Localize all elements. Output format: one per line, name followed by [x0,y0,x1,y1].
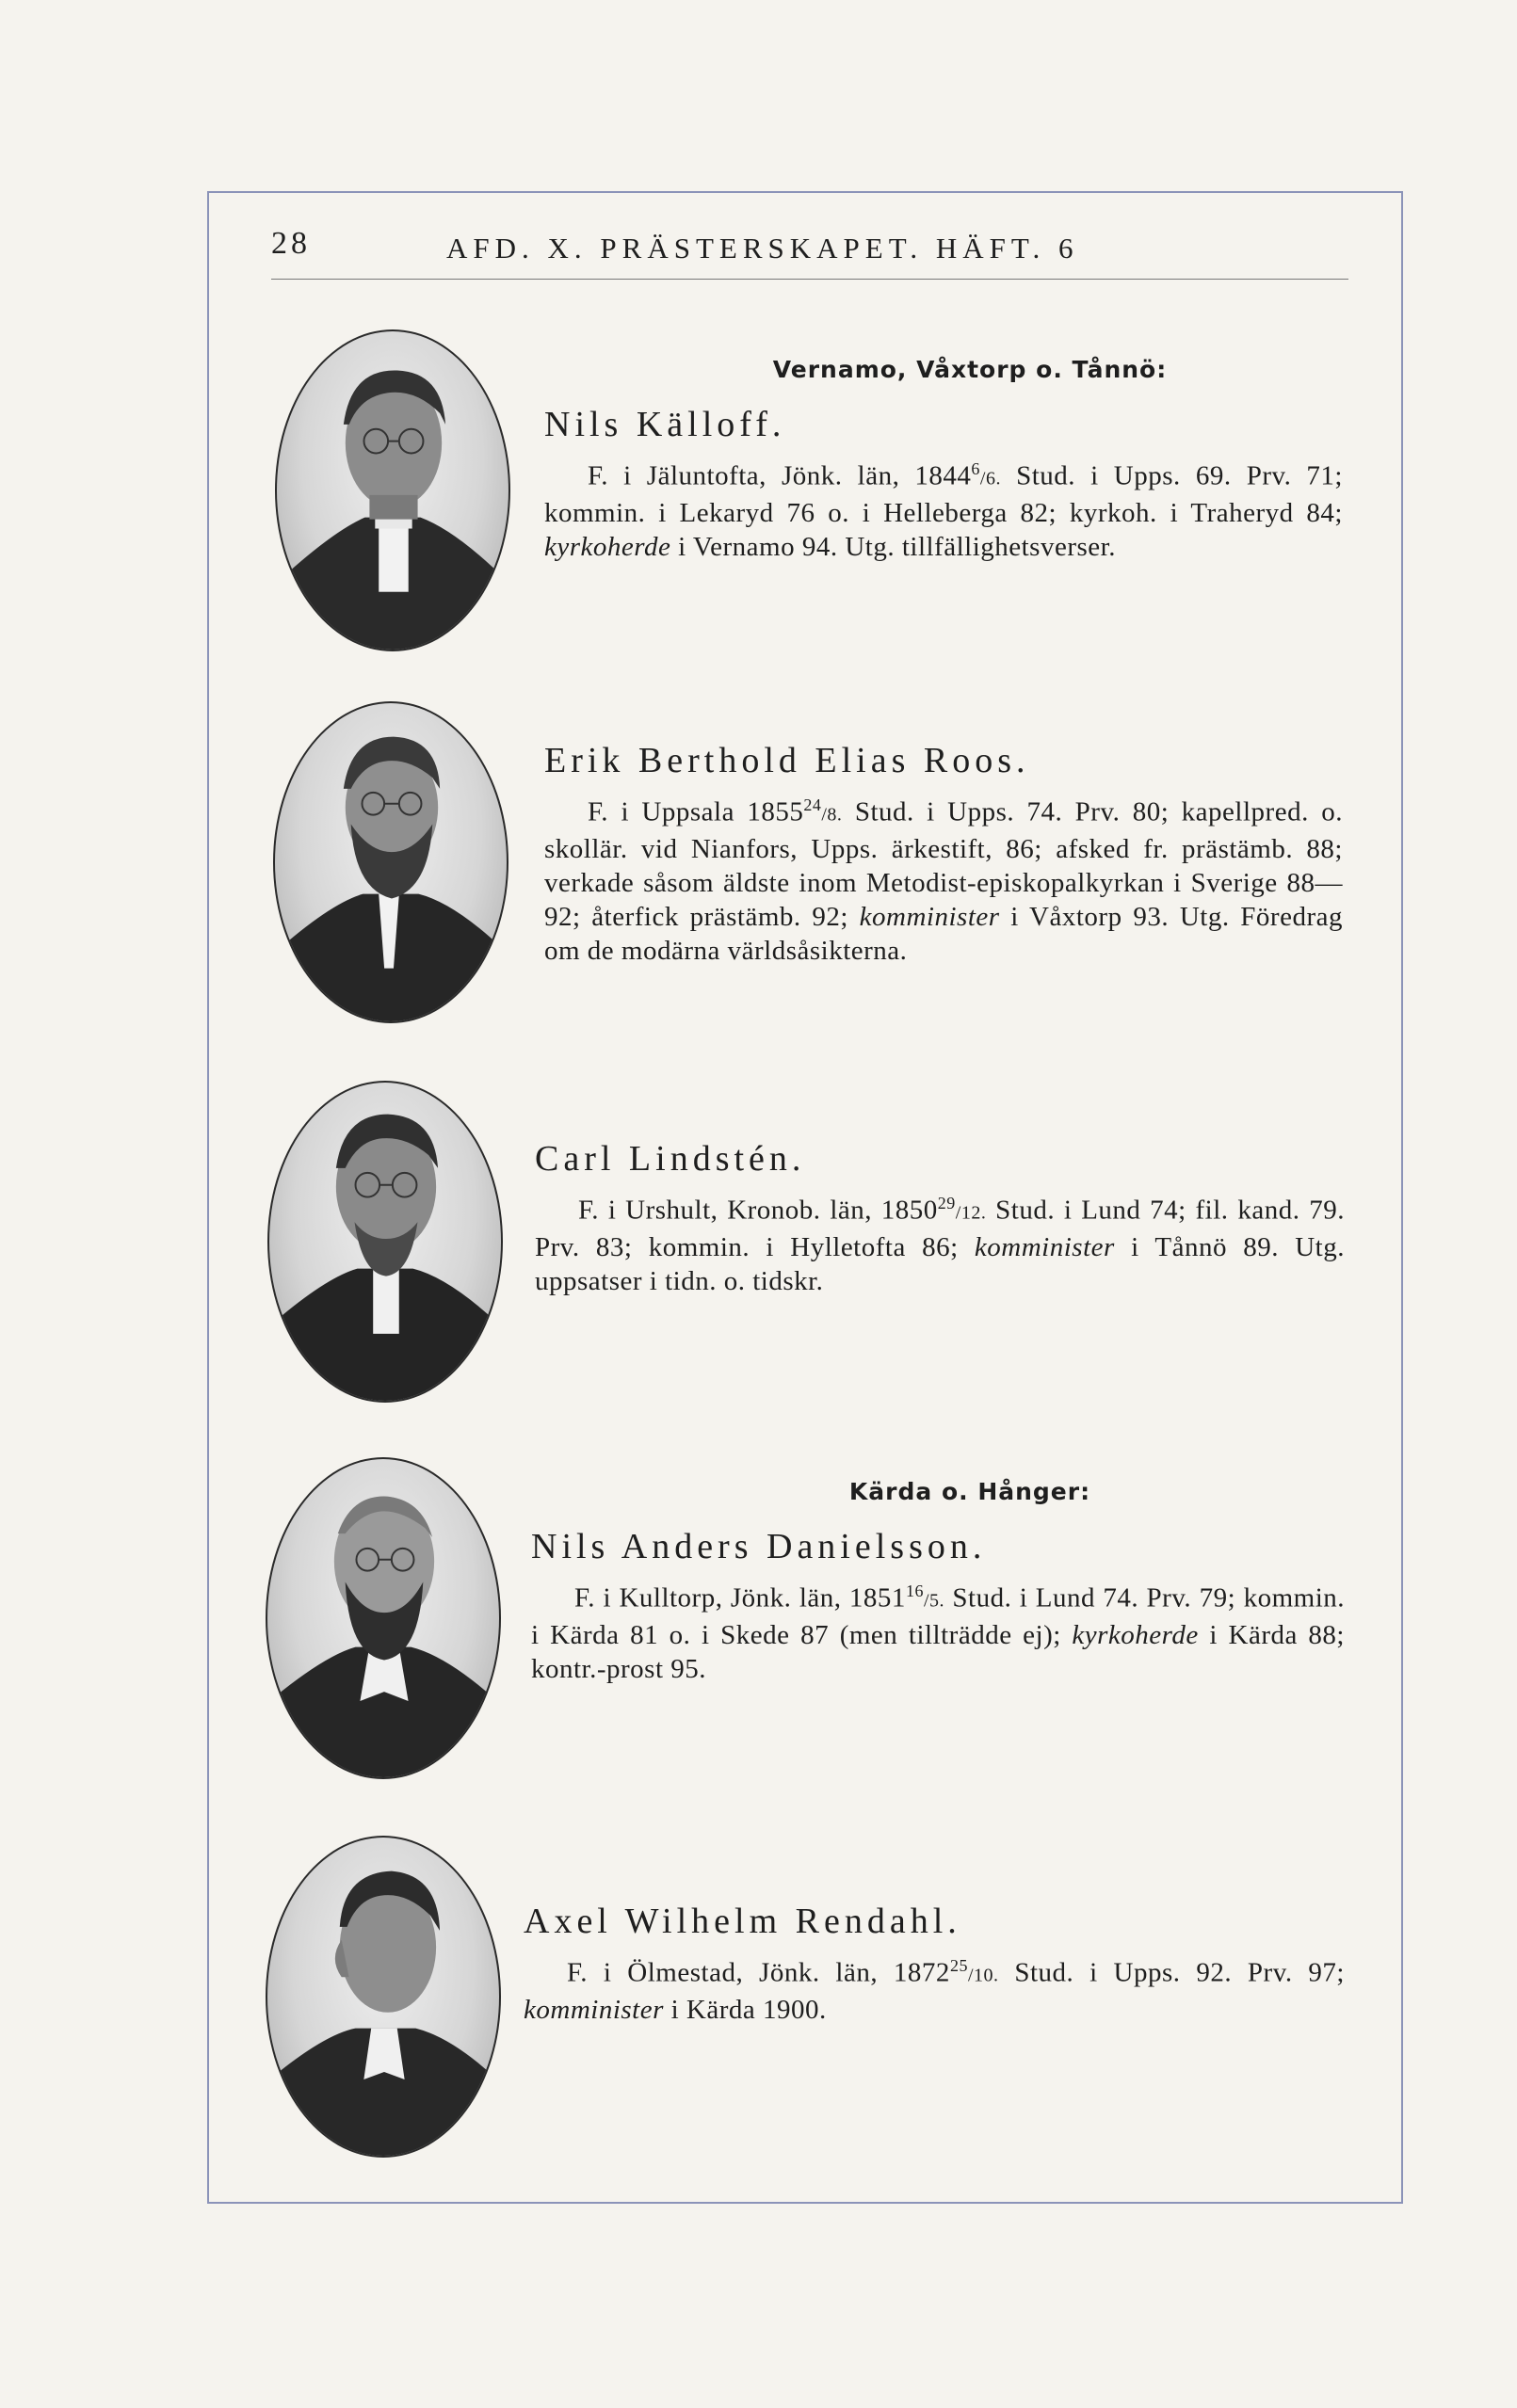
person-name: Nils Anders Danielsson. [531,1527,987,1566]
section-heading-vernamo: Vernamo, Våxtorp o. Tånnö: [772,356,1168,383]
biography: F. i Urshult, Kronob. län, 1850$^{29}$/12. Stud. i Lund 74; fil. kand. 79. Prv. 83; kommin. i Hylletofta 86; komminister i Tånnö 89. Utg. uppsatser i tidn. o. tidskr. [535,1194,1345,1296]
biography: F. i Jäluntofta, Jönk. län, 1844$^6$/6. Stud. i Upps. 69. Prv. 71; kommin. i Lekaryd 76 o. i Helleberga 82; kyrkoh. i Traheryd 84; kyrkoherde i Vernamo 94. Utg. tillfällighetsverser. [544,459,1343,562]
person-name: Carl Lindstén. [535,1139,806,1179]
page-number: 28 [271,226,311,261]
person-name: Nils Källoff. [544,405,786,444]
running-title: AFD. X. PRÄSTERSKAPET. HÄFT. 6 [446,232,1079,265]
biography: F. i Kulltorp, Jönk. län, 1851$^{16}$/5. Stud. i Lund 74. Prv. 79; kommin. i Kärda 81 o. i Skede 87 (men tillträdde ej); kyrkoherde i Kärda 88; kontr.-prost 95. [531,1581,1345,1684]
portrait-rendahl [266,1836,501,2158]
entry-lindsten [535,1137,1345,1298]
running-header [271,226,1348,280]
biography: F. i Uppsala 1855$^{24}$/8. Stud. i Upps. 74. Prv. 80; kapellpred. o. skollär. vid Nianfors, Upps. ärkestift, 86; afsked fr. prästämb. 88; verkade såsom äldste inom Metodist-episkopalkyrkan i Sverige 88—92; återfick prästämb. 92; komminister i Våxtorp 93. Utg. Föredrag om de modärna världsåsikterna. [544,795,1343,966]
entry-danielsson [531,1525,1345,1686]
portrait-roos [273,701,508,1023]
section-heading-karda: Kärda o. Hånger: [848,1478,1091,1505]
portrait-danielsson [266,1457,501,1779]
portrait-kalloff [275,329,510,651]
entry-rendahl [524,1900,1345,2027]
person-name: Axel Wilhelm Rendahl. [524,1902,961,1941]
entry-kalloff [544,403,1343,564]
entry-roos [544,739,1343,968]
biography: F. i Ölmestad, Jönk. län, 1872$^{25}$/10. Stud. i Upps. 92. Prv. 97; komminister i Kärda 1900. [524,1956,1345,2025]
person-name: Erik Berthold Elias Roos. [544,741,1030,780]
portrait-lindsten [267,1081,503,1403]
